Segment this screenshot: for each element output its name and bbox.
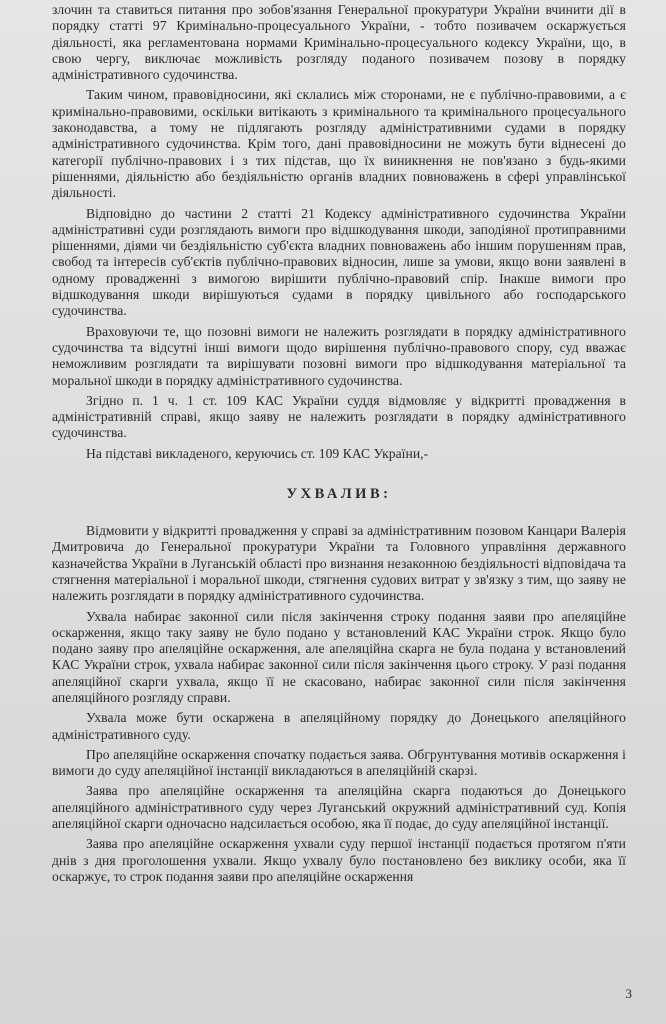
resolution-heading: УХВАЛИВ:	[286, 486, 392, 503]
body-text-before	[52, 2, 626, 462]
paragraph-10: Про апеляційне оскарження спочатку подається заява. Обгрунтування мотивів оскарження і вимоги до суду апеляційної інстанції викладаються в апеляційній скарзі.	[52, 746, 626, 779]
paragraph-12: Заява про апеляційне оскарження ухвали суду першої інстанції подається протягом п'яти днів з дня проголошення ухвали. Якщо ухвалу було постановлено без виклику особи, яка її оскаржує, то строк подання заяви про апеляційне оскарження	[52, 836, 626, 884]
page-number: 3	[625, 986, 632, 1001]
paragraph-2: Таким чином, правовідносини, які склались між сторонами, не є публічно-правовими, а є кримінально-правовими, оскільки витікають з кримінального та кримінального процесуального законодавства, а тому не підлягають розгляду адміністративними судами в порядку адміністративного судочинства. Крім того, дані правовідносини не можуть бути віднесені до категорії публічно-правових і з тих підстав, що їх виникнення не пов'язано з будь-якими рішеннями, діяльністю або бездіяльністю органів владних повноважень в сфері управлінської діяльності.	[52, 87, 626, 201]
paragraph-8: Ухвала набирає законної сили після закінчення строку подання заяви про апеляційне оскарження, якщо таку заяву не було подано у встановлений КАС України строк. Якщо було подано заяву про апеляційне оскарження, але апеляційна скарга не була подана у встановлений КАС України строк, ухвала набирає законної сили після закінчення цього строку. У разі подання апеляційної скарги ухвала, якщо її не скасовано, набирає законної сили після закінчення апеляційного розгляду справи.	[52, 608, 626, 705]
body-text-after	[52, 523, 626, 885]
paragraph-5: Згідно п. 1 ч. 1 ст. 109 КАС України суддя відмовляє у відкритті провадження в адміністративній справі, якщо заяву не належить розглядати в порядку адміністративного судочинства.	[52, 392, 626, 441]
paragraph-6: На підставі викладеного, керуючись ст. 109 КАС України,-	[86, 445, 429, 461]
paragraph-9: Ухвала може бути оскаржена в апеляційному порядку до Донецького апеляційного адміністративного суду.	[52, 710, 626, 742]
paragraph-1: злочин та ставиться питання про зобов'язання Генеральної прокуратури України вчинити дії в порядку статті 97 Кримінально-процесуального України, - тобто позивачем оскаржується діяльності, яка регламентована нормами Кримінально-процесуального кодексу України, що, в свою чергу, виключає можливість розгляду поданого позивачем позову в порядку адміністративного судочинства.	[52, 2, 626, 83]
paragraph-4: Враховуючи те, що позовні вимоги не належить розглядати в порядку адміністративного судочинства та відсутні інші вимоги щодо вирішення публічно-правового спору, суд вважає неможливим розглядати та вирішувати позовні вимоги про відшкодування матеріальної та моральної шкоди в порядку адміністративного судочинства.	[52, 323, 626, 388]
paragraph-7: Відмовити у відкритті провадження у справі за адміністративним позовом Канцари Валерія Дмитровича до Генеральної прокуратури України та Головного управління державного казначейства України в Луганській області про визнання незаконною бездіяльності відповідача та стягнення матеріальної і моральної шкоди, стягнення судових витрат у зв'язку з тим, що заяву не належить розглядати в порядку адміністративного судочинства.	[52, 523, 626, 604]
paragraph-11: Заява про апеляційне оскарження та апеляційна скарга подаються до Донецького апеляційного адміністративного суду через Луганський окружний адміністративний суд. Копія апеляційної скарги одночасно надсилається особою, яка її подає, до суду апеляційної інстанції.	[52, 783, 626, 832]
paragraph-3: Відповідно до частини 2 статті 21 Кодексу адміністративного судочинства України адміністративні суди розглядають вимоги про відшкодування шкоди, заподіяної протиправними рішеннями, діями чи бездіяльністю суб'єкта владних повноважень або іншим порушенням прав, свобод та інтересів суб'єктів публічно-правових відносин, лише за умови, якщо вони заявлені в одному провадженні з вимогою вирішити публічно-правовий спір. Інакше вимоги про відшкодування шкоди вирішуються судами в порядку цивільного або господарського судочинства.	[52, 205, 626, 319]
